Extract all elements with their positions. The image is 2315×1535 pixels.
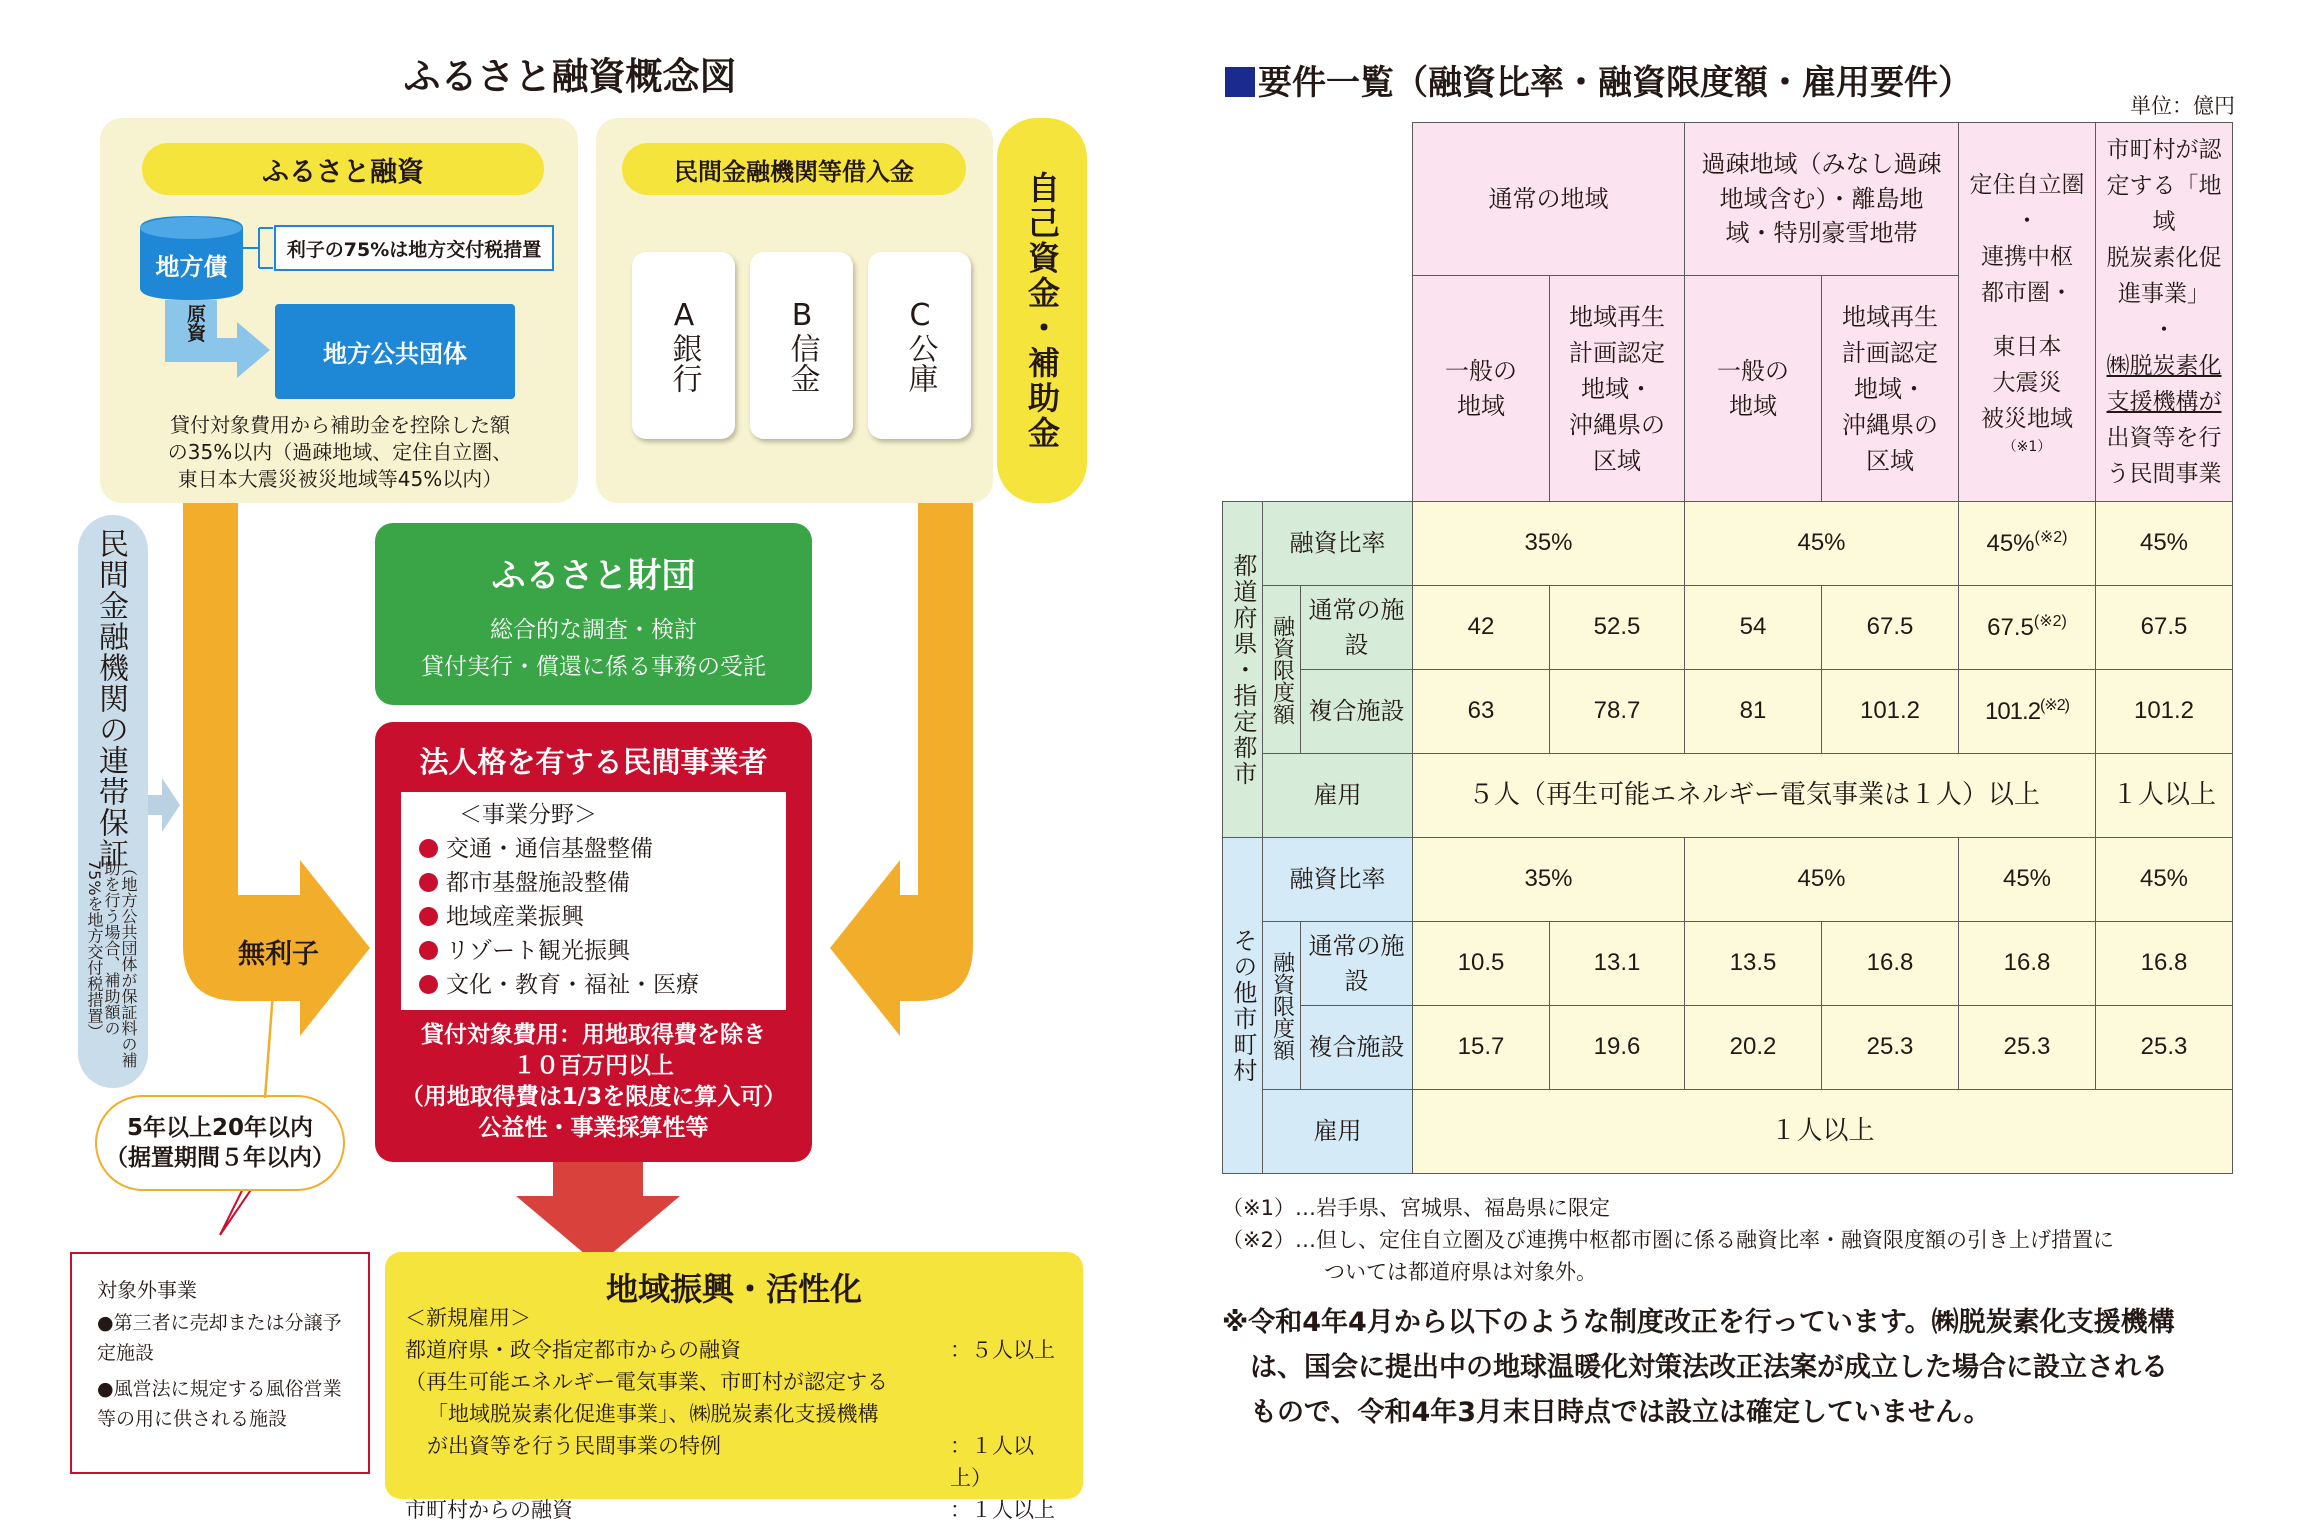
local-gov-box: 地方公共団体 (275, 304, 515, 399)
hdr-saisei-2: 地域再生 計画認定 地域・ 沖縄県の 区域 (1822, 276, 1959, 502)
furusato-loan-desc: 貸付対象費用から補助金を控除した額 の35%以内（過疎地域、定住自立圏、 東日本大震災被災地域等45%以内） (167, 413, 513, 491)
unit-label: 単位：億円 (2130, 94, 2235, 118)
reform-note: ※令和4年4月から以下のような制度改正を行っています。㈱脱炭素化支援機構 は、国会に提出中の地球温暖化対策法改正法案が成立した場合に設立される もので、令和4年3月末日時点では設立は確定していません。 (1222, 1307, 2175, 1428)
foundation-title: ふるさと財団 (491, 556, 696, 596)
term-oval: 5年以上20年以内 （据置期間５年以内） (95, 1095, 345, 1191)
term-pointer (255, 990, 285, 1100)
down-arrow (516, 1160, 680, 1265)
bank-c: C公庫 (868, 252, 971, 439)
title-square (1225, 67, 1255, 97)
private-loan-label: 民間金融機関等借入金 (622, 143, 966, 195)
guarantee-label: 民間金融機関の連帯保証 (93, 528, 128, 869)
group-muni: その他市町村 (1223, 838, 1263, 1174)
business-cost: 貸付対象費用：用地取得費を除き １０百万円以上 （用地取得費は1/3を限度に算入可） 公益性・事業採算性等 (400, 1022, 787, 1141)
footnotes: （※1）…岩手県、宮城県、福島県に限定 （※2）…但し、定住自立圏及び連携中枢都市圏に係る融資比率・融資限度額の引き上げ措置に ついては都道府県は対象外。 (1222, 1196, 2114, 1284)
guarantee-note: （地方公共団体が保証料の補助を行う場合、補助額の75%を地方交付税措置） (85, 860, 138, 1068)
result-box: 地域振興・活性化 ＜新規雇用＞ 都道府県・政令指定都市からの融資 ：５人以上 （再生可能エネルギー電気事業、市町村が認定する 「地域脱炭素化促進事業」、㈱脱炭素化支援機構 が出資等を行う民間事業の特例 ：１人以上） 市町村からの融資 ：１人以上 (385, 1252, 1083, 1499)
chihousai-label: 地方債 (155, 252, 228, 281)
business-title: 法人格を有する民間事業者 (419, 745, 768, 779)
hdr-kaso: 過疎地域（みなし過疎地域含む）・離島地域・特別豪雪地帯 (1685, 123, 1959, 276)
bank-a: A銀行 (632, 252, 735, 439)
hdr-shichoson: 市町村が認 定する「地域 脱炭素化促 進事業」 ・ ㈱脱炭素化 支援機構が 出資等を行 う民間事業 (2096, 123, 2233, 502)
diagram-title: ふるさと融資概念図 (403, 55, 737, 98)
furusato-loan-label: ふるさと融資 (142, 143, 544, 195)
business-box (375, 722, 812, 1162)
hdr-general-2: 一般の 地域 (1685, 276, 1822, 502)
guarantee-arrow (148, 778, 180, 832)
group-pref: 都道府県・指定都市 (1223, 502, 1263, 838)
requirements-title: 要件一覧（融資比率・融資限度額・雇用要件） (1225, 55, 1972, 104)
chihousai-cylinder (140, 216, 243, 300)
own-funds-bar: 自己資金・補助金 (997, 118, 1087, 503)
hdr-general-1: 一般の 地域 (1413, 276, 1550, 502)
gensi-label: 原資 (184, 304, 206, 342)
result-title: 地域振興・活性化 (605, 1270, 862, 1308)
hdr-teiju: 定住自立圏 ・ 連携中枢 都市圏・ 東日本 大震災 被災地域 （※1） (1959, 123, 2096, 502)
business-fields: ＜事業分野＞ 交通・通信基盤整備 都市基盤施設整備 地域産業振興 リゾート観光振興 文化・教育・福祉・医療 (401, 792, 786, 1010)
foundation-box: ふるさと財団 総合的な調査・検討 貸付実行・償還に係る事務の受託 (375, 523, 812, 705)
hdr-normal: 通常の地域 (1413, 123, 1685, 276)
hdr-saisei-1: 地域再生 計画認定 地域・ 沖縄県の 区域 (1550, 276, 1685, 502)
bracket-line (243, 226, 275, 270)
excluded-box: 対象外事業 ●第三者に売却または分譲予定施設 ●風営法に規定する風俗営業等の用に供される施設 (70, 1252, 370, 1474)
requirements-table: 通常の地域 過疎地域（みなし過疎地域含む）・離島地域・特別豪雪地帯 定住自立圏 ・ 連携中枢 都市圏・ 東日本 大震災 被災地域 （※1） 市町村が認 定する「地域 脱炭素化促 進事業」 ・ ㈱脱炭素化 支援機構が 出資等を行 う民間事業 一般の 地域 地域再生 計画認定 地域・ 沖縄県の 区域 一般の 地域 地域再生 計画認定 地域・ 沖縄県の 区域 都道府県・指定都市 融資比率 35% 45% 45%$^{(※2)}$ 45% 融資限度額 通常の施設 42 52.5 54 67.5 $67.5^{(※2)}$ 67.5 複合施設 63 78.7 81 101.2 $101.2^{(※2)}$ 101.2 雇用 ５人（再生可能エネルギー電気事業は１人）以上 １人以上 その他市町村 融資比率 35% 45% 45% 45% 融資限度額 通常の施設 10.5 13.1 13.5 16.8 16.8 16.8 複合施設 15.7 19.6 20.2 25.3 25.3 25.3 雇用 １人以上 (1222, 122, 2233, 1174)
bank-b: B信金 (750, 252, 853, 439)
interest-free-label: 無利子 (238, 939, 319, 970)
interest-note: 利子の75%は地方交付税措置 (274, 225, 554, 271)
right-flow-arrow (830, 490, 973, 1036)
